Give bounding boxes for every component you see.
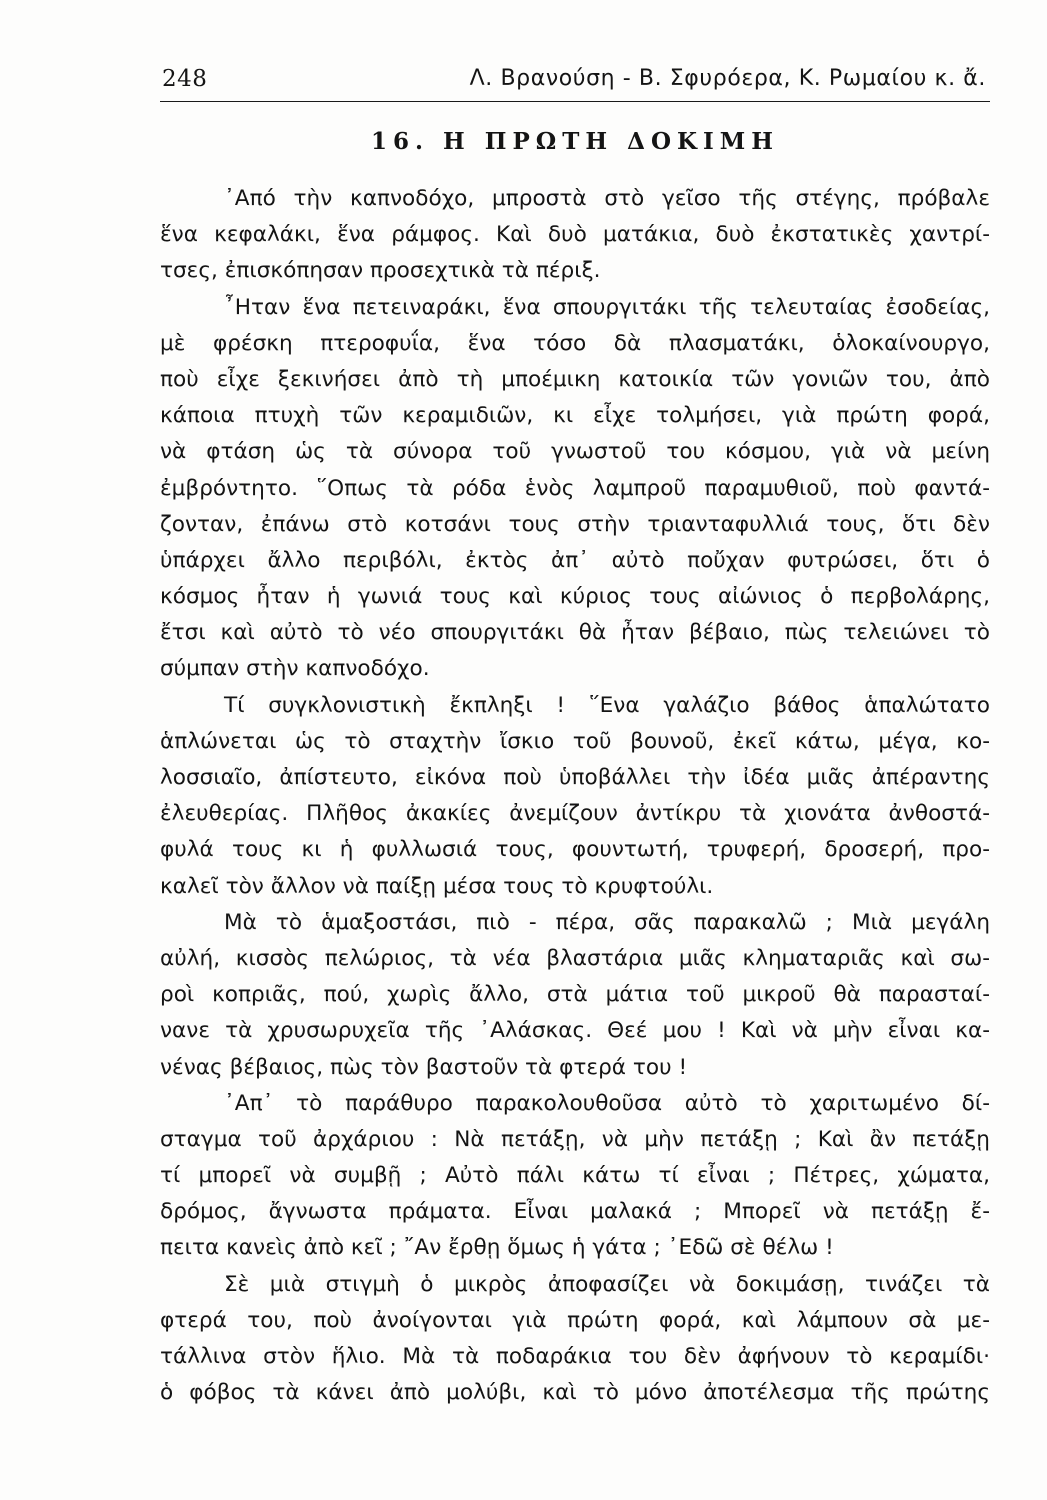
page-number: 248 [162,66,208,92]
text-line: ᾿Από τὴν καπνοδόχο, μπροστὰ στὸ γεῖσο τῆς στέγης, πρόβαλε [224,186,990,211]
text-line: ἔτσι καὶ αὐτὸ τὸ νέο σπουργιτάκι θὰ ἦταν βέβαιο, πὼς τελειώνει τὸ [160,620,990,646]
text-line: Σὲ μιὰ στιγμὴ ὁ μικρὸς ἀποφασίζει νὰ δοκιμάσῃ, τινάζει τὰ [224,1271,990,1297]
text-line: ἕνα κεφαλάκι, ἕνα ράμφος. Καὶ δυὸ ματάκια, δυὸ ἐκστατικὲς χαντρί- [160,222,990,248]
text-line: τσες, ἐπισκόπησαν προσεχτικὰ τὰ πέριξ. [160,258,601,284]
text-line: πειτα κανεὶς ἀπὸ κεῖ ; ῎Αν ἔρθῃ ὅμως ἡ γάτα ; ᾿Εδῶ σὲ θέλω ! [160,1235,834,1261]
text-line: κάποια πτυχὴ τῶν κεραμιδιῶν, κι εἶχε τολμήσει, γιὰ πρώτη φορά, [160,403,990,429]
text-line: δρόμος, ἄγνωστα πράματα. Εἶναι μαλακά ; Μπορεῖ νὰ πετάξῃ ἔ- [160,1199,990,1225]
text-line: λοσσιαῖο, ἀπίστευτο, εἰκόνα ποὺ ὑποβάλλει τὴν ἰδέα μιᾶς ἀπέραντης [160,765,990,790]
text-line: φτερά του, ποὺ ἀνοίγονται γιὰ πρώτη φορά, καὶ λάμπουν σὰ με- [160,1307,990,1333]
text-line: ὑπάρχει ἄλλο περιβόλι, ἐκτὸς ἀπ᾿ αὐτὸ ποὔχαν φυτρώσει, ὅτι ὁ [160,547,990,573]
running-title: Λ. Βρανούση - Β. Σφυρόερα, Κ. Ρωμαίου κ. ἄ. [469,66,986,91]
text-line: σταγμα τοῦ ἀρχάριου : Νὰ πετάξῃ, νὰ μὴν πετάξῃ ; Καὶ ἂν πετάξῃ [160,1126,990,1152]
text-line: κόσμος ἦταν ἡ γωνιά τους καὶ κύριος τους αἰώνιος ὁ περβολάρης, [160,584,990,610]
text-line: Τί συγκλονιστικὴ ἔκπληξι ! ῞Ενα γαλάζιο βάθος ἁπαλώτατο [224,692,990,718]
text-line: ζονταν, ἐπάνω στὸ κοτσάνι τους στὴν τριανταφυλλιά τους, ὅτι δὲν [160,511,990,537]
text-line: σύμπαν στὴν καπνοδόχο. [160,656,430,682]
text-line: ὁ φόβος τὰ κάνει ἀπὸ μολύβι, καὶ τὸ μόνο ἀποτέλεσμα τῆς πρώτης [160,1380,990,1406]
header-rule [160,101,990,102]
text-line: καλεῖ τὸν ἄλλον νὰ παίξῃ μέσα τους τὸ κρυφτούλι. [160,873,714,899]
text-line: τί μπορεῖ νὰ συμβῇ ; Αὐτὸ πάλι κάτω τί εἶναι ; Πέτρες, χώματα, [160,1163,990,1189]
text-line: φυλά τους κι ἡ φυλλωσιά τους, φουντωτή, τρυφερή, δροσερή, προ- [160,837,990,863]
text-line: νένας βέβαιος, πὼς τὸν βαστοῦν τὰ φτερά του ! [160,1054,688,1080]
text-line: ροὶ κοπριᾶς, πού, χωρὶς ἄλλο, στὰ μάτια τοῦ μικροῦ θὰ παρασταί- [160,982,990,1008]
text-line: ἁπλώνεται ὡς τὸ σταχτὴν ἴσκιο τοῦ βουνοῦ, ἐκεῖ κάτω, μέγα, κο- [160,728,990,754]
text-line: ποὺ εἶχε ξεκινήσει ἀπὸ τὴ μποέμικη κατοικία τῶν γονιῶν του, ἀπὸ [160,366,990,392]
text-line: ἐλευθερίας. Πλῆθος ἀκακίες ἀνεμίζουν ἀντίκρυ τὰ χιονάτα ἀνθοστά- [160,801,990,827]
text-line: μὲ φρέσκη πτεροφυΐα, ἕνα τόσο δὰ πλασματάκι, ὁλοκαίνουργο, [160,330,990,356]
text-line: νανε τὰ χρυσωρυχεῖα τῆς ᾿Αλάσκας. Θεέ μου ! Καὶ νὰ μὴν εἶναι κα- [160,1018,990,1044]
text-line: τάλλινα στὸν ἥλιο. Μὰ τὰ ποδαράκια του δὲν ἀφήνουν τὸ κεραμίδι· [160,1344,990,1369]
text-line: νὰ φτάση ὡς τὰ σύνορα τοῦ γνωστοῦ του κόσμου, γιὰ νὰ μείνη [160,439,990,465]
chapter-title: 16. Η ΠΡΩΤΗ ΔΟΚΙΜΗ [371,128,779,155]
text-line: Μὰ τὸ ἁμαξοστάσι, πιὸ - πέρα, σᾶς παρακαλῶ ; Μιὰ μεγάλη [224,909,990,935]
text-line: ᾿Απ᾿ τὸ παράθυρο παρακολουθοῦσα αὐτὸ τὸ χαριτωμένο δί- [224,1090,990,1116]
body-text [160,181,990,1411]
text-line: αὐλή, κισσὸς πελώριος, τὰ νέα βλαστάρια μιᾶς κληματαριᾶς καὶ σω- [160,945,990,971]
running-head [140,62,990,98]
text-line: ἐμβρόντητο. ῞Οπως τὰ ρόδα ἑνὸς λαμπροῦ παραμυθιοῦ, ποὺ φαντά- [160,475,990,501]
text-line: ῏Ηταν ἕνα πετειναράκι, ἕνα σπουργιτάκι τῆς τελευταίας ἐσοδείας, [224,294,990,320]
